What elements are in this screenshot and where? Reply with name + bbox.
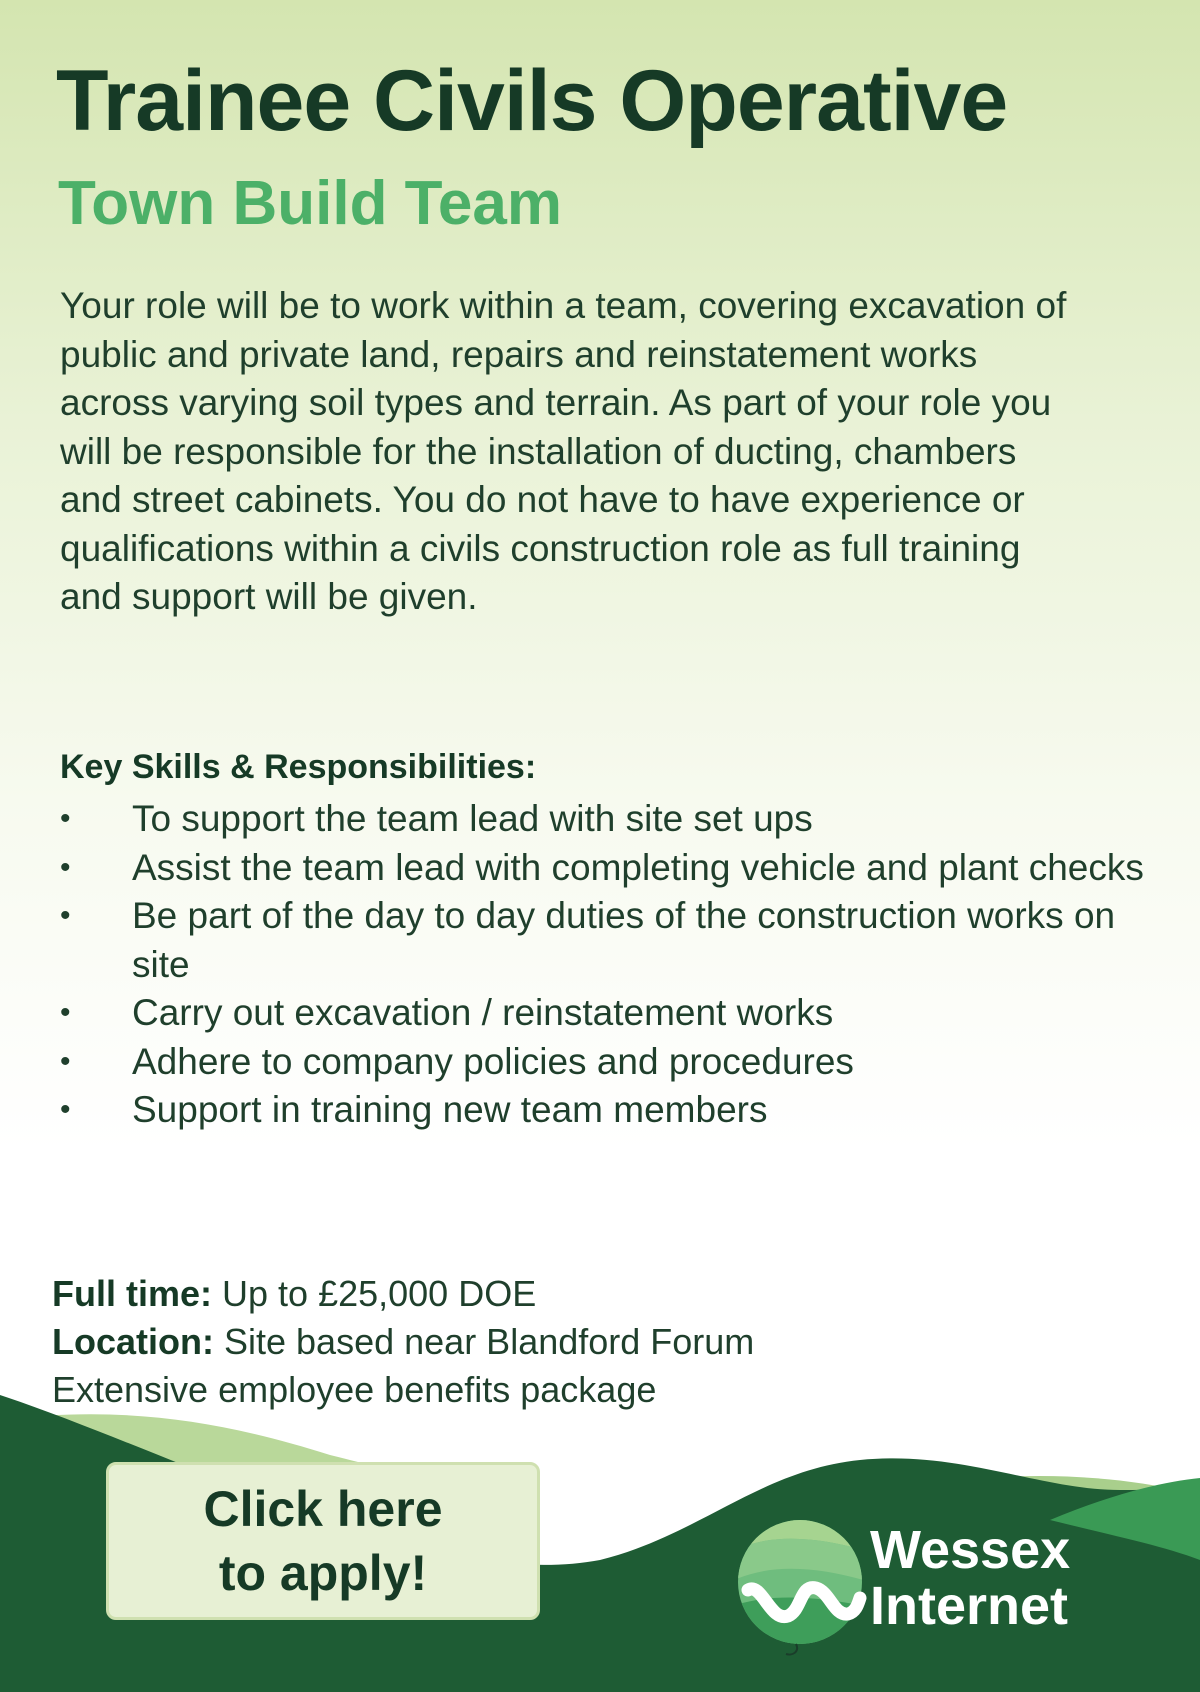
logo-line2: Internet (870, 1576, 1069, 1636)
list-item: • Assist the team lead with completing vehicle and plant checks (60, 844, 1160, 893)
apply-button-line2: to apply! (218, 1545, 428, 1601)
apply-button[interactable] (106, 1462, 540, 1620)
benefits-line: Extensive employee benefits package (52, 1369, 657, 1410)
wessex-logo-text (870, 1522, 1070, 1634)
salary-value: Up to £25,000 DOE (222, 1273, 537, 1314)
list-item: • Adhere to company policies and procedures (60, 1038, 1160, 1087)
location-label: Location: (52, 1321, 214, 1362)
location-value: Site based near Blandford Forum (224, 1321, 755, 1362)
list-item: • Support in training new team members (60, 1086, 1160, 1135)
job-title: Trainee Civils Operative (56, 53, 1008, 149)
skills-heading: Key Skills & Responsibilities: (60, 748, 537, 786)
logo-line1: Wessex (870, 1520, 1071, 1580)
role-description: Your role will be to work within a team, covering excavation of public and private land, repairs and reinstatement works across varying soil types and terrain. As part of your role you will be responsible for the installation of ducting, chambers and street cabinets. You do not have to have experience or qualifications within a civils construction role as full training and support will be given. (60, 285, 1067, 617)
team-name: Town Build Team (58, 169, 563, 238)
list-item: • Be part of the day to day duties of the construction works on site (60, 892, 1160, 989)
apply-button-line1: Click here (203, 1481, 443, 1537)
list-item: • Carry out excavation / reinstatement works (60, 989, 1160, 1038)
list-item: • To support the team lead with site set ups (60, 795, 1160, 844)
full-time-label: Full time: (52, 1273, 212, 1314)
